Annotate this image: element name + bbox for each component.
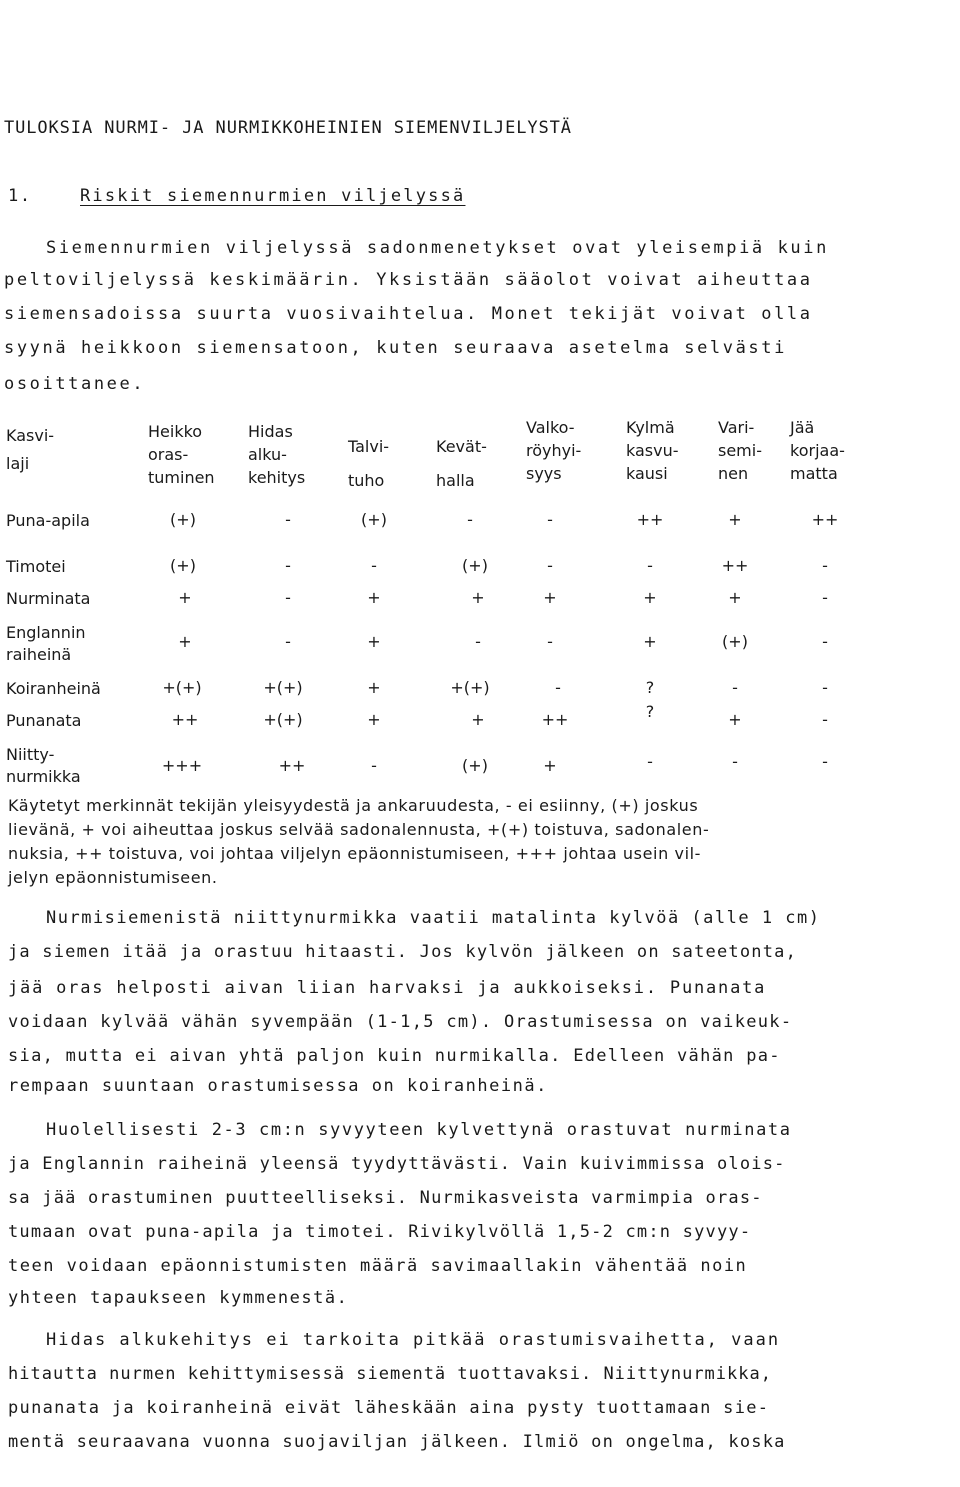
table-cell: ++	[636, 510, 664, 529]
body-line: rempaan suuntaan orastumisessa on koiranheinä.	[8, 1076, 548, 1096]
table-cell: ++	[811, 510, 839, 529]
table-cell: (+)	[170, 510, 196, 529]
table-cell: ++	[171, 710, 199, 729]
table-cell: +(+)	[263, 678, 303, 697]
column-header: Heikko oras- tuminen	[148, 422, 215, 487]
table-cell: +	[367, 678, 381, 697]
intro-line: osoittanee.	[4, 374, 146, 394]
table-cell: +	[543, 756, 557, 775]
body-line: hitautta nurmen kehittymisessä siementä tuottavaksi. Niittynurmikka,	[8, 1364, 772, 1384]
table-row-label: Timotei	[6, 557, 66, 576]
table-row-label: Puna-apila	[6, 511, 90, 530]
table-cell: (+)	[462, 756, 488, 775]
table-cell: ++	[721, 556, 749, 575]
body-line: Hidas alkukehitys ei tarkoita pitkää orastumisvaihetta, vaan	[46, 1330, 781, 1350]
legend-line: nuksia, ++ toistuva, voi johtaa viljelyn epäonnistumiseen, +++ johtaa usein vil-	[8, 844, 702, 863]
intro-line: peltoviljelyssä keskimäärin. Yksistään sääolot voivat aiheuttaa	[4, 270, 813, 290]
table-cell: -	[547, 632, 553, 651]
column-header: Jää korjaa- matta	[790, 418, 845, 483]
table-row-header: Kasvi- laji	[6, 426, 55, 473]
column-header: Hidas alku- kehitys	[248, 422, 306, 487]
column-header: Vari- semi- nen	[718, 418, 762, 483]
table-cell: -	[647, 752, 653, 771]
body-line: sa jää orastuminen puutteelliseksi. Nurmikasveista varmimpia oras-	[8, 1188, 763, 1208]
body-line: jää oras helposti aivan liian harvaksi ja aukkoiseksi. Punanata	[8, 978, 767, 998]
document-title: TULOKSIA NURMI- JA NURMIKKOHEINIEN SIEMENVILJELYSTÄ	[4, 118, 572, 138]
table-cell: ++	[278, 756, 306, 775]
table-cell: +	[367, 588, 381, 607]
table-cell: ++	[541, 710, 569, 729]
legend-line: jelyn epäonnistumiseen.	[8, 868, 218, 887]
table-cell: +	[728, 710, 742, 729]
table-cell: +	[643, 632, 657, 651]
table-cell: -	[822, 710, 828, 729]
column-header: Valko- röyhyi- syys	[526, 418, 582, 483]
legend-line: lievänä, + voi aiheuttaa joskus selvää sadonalennusta, +(+) toistuva, sadonalen-	[8, 820, 710, 839]
column-header: Kevät- halla	[436, 437, 487, 490]
table-cell: -	[371, 756, 377, 775]
body-line: sia, mutta ei aivan yhtä paljon kuin nurmikalla. Edelleen vähän pa-	[8, 1046, 781, 1066]
table-cell: +(+)	[162, 678, 202, 697]
table-cell: -	[547, 510, 553, 529]
table-cell: -	[285, 632, 291, 651]
table-cell: -	[647, 556, 653, 575]
table-cell: -	[732, 752, 738, 771]
body-line: punanata ja koiranheinä eivät läheskään aina pysty tuottamaan sie-	[8, 1398, 770, 1418]
table-cell: (+)	[361, 510, 387, 529]
table-cell: +(+)	[263, 710, 303, 729]
table-row-label: Englannin raiheinä	[6, 623, 86, 664]
body-line: yhteen tapaukseen kymmenestä.	[8, 1288, 349, 1308]
table-cell: -	[822, 588, 828, 607]
table-cell: ?	[645, 678, 655, 697]
intro-line: syynä heikkoon siemensatoon, kuten seuraava asetelma selvästi	[4, 338, 787, 358]
body-line: Nurmisiemenistä niittynurmikka vaatii matalinta kylvöä (alle 1 cm)	[46, 908, 821, 928]
table-cell: -	[371, 556, 377, 575]
table-cell: +++	[161, 756, 203, 775]
table-cell: +	[728, 510, 742, 529]
table-cell: (+)	[722, 632, 748, 651]
intro-line: Siemennurmien viljelyssä sadonmenetykset ovat yleisempiä kuin	[46, 238, 829, 258]
table-cell: +(+)	[450, 678, 490, 697]
body-line: ja siemen itää ja orastuu hitaasti. Jos kylvön jälkeen on sateetonta,	[8, 942, 798, 962]
intro-line: siemensadoissa suurta vuosivaihtelua. Monet tekijät voivat olla	[4, 304, 813, 324]
table-cell: +	[367, 710, 381, 729]
table-cell: -	[732, 678, 738, 697]
table-cell: -	[822, 556, 828, 575]
table-row-label: Punanata	[6, 711, 82, 730]
table-cell: -	[285, 588, 291, 607]
table-cell: ?	[645, 702, 655, 721]
table-cell: +	[543, 588, 557, 607]
table-cell: +	[728, 588, 742, 607]
table-row-label: Niitty- nurmikka	[6, 745, 81, 786]
table-cell: +	[643, 588, 657, 607]
body-line: teen voidaan epäonnistumisten määrä savimaallakin vähentää noin	[8, 1256, 748, 1276]
table-cell: +	[178, 632, 192, 651]
table-cell: +	[178, 588, 192, 607]
legend-line: Käytetyt merkinnät tekijän yleisyydestä ja ankaruudesta, - ei esiinny, (+) joskus	[8, 796, 699, 815]
table-cell: -	[555, 678, 561, 697]
table-cell: -	[467, 510, 473, 529]
table-cell: -	[285, 556, 291, 575]
section-heading: Riskit siemennurmien viljelyssä	[80, 186, 466, 206]
table-cell: -	[822, 752, 828, 771]
body-line: tumaan ovat puna-apila ja timotei. Rivikylvöllä 1,5-2 cm:n syvyy-	[8, 1222, 752, 1242]
table-cell: +	[471, 588, 485, 607]
table-row-label: Koiranheinä	[6, 679, 101, 698]
body-line: ja Englannin raiheinä yleensä tyydyttävästi. Vain kuivimmissa olois-	[8, 1154, 786, 1174]
table-cell: +	[471, 710, 485, 729]
column-header: Kylmä kasvu- kausi	[626, 418, 679, 483]
table-cell: (+)	[170, 556, 196, 575]
table-cell: -	[475, 632, 481, 651]
table-cell: -	[547, 556, 553, 575]
column-header: Talvi- tuho	[348, 437, 390, 490]
body-line: Huolellisesti 2-3 cm:n syvyyteen kylvettynä orastuvat nurminata	[46, 1120, 792, 1140]
body-line: voidaan kylvää vähän syvempään (1-1,5 cm). Orastumisessa on vaikeuk-	[8, 1012, 793, 1032]
table-cell: -	[822, 632, 828, 651]
section-number: 1.	[8, 186, 32, 206]
table-cell: +	[367, 632, 381, 651]
table-row-label: Nurminata	[6, 589, 91, 608]
body-line: mentä seuraavana vuonna suojaviljan jälkeen. Ilmiö on ongelma, koska	[8, 1432, 786, 1452]
table-cell: -	[822, 678, 828, 697]
table-cell: (+)	[462, 556, 488, 575]
table-cell: -	[285, 510, 291, 529]
